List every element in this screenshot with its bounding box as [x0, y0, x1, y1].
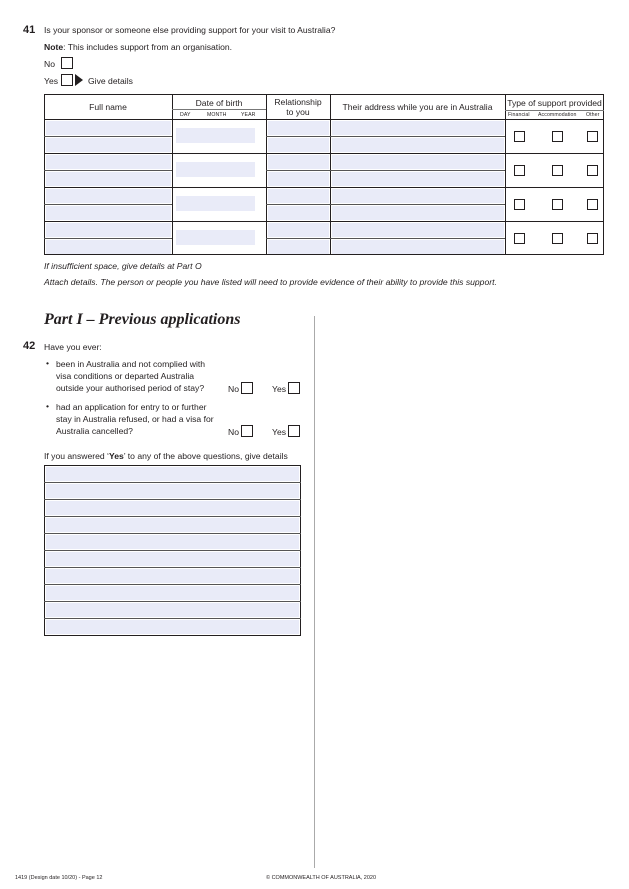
details-line-5[interactable]: [46, 535, 299, 549]
bullet-2: •: [46, 401, 50, 411]
financial-checkbox-3[interactable]: [514, 199, 525, 210]
note-text: : This includes support from an organisation.: [63, 42, 233, 52]
details-line-1[interactable]: [46, 467, 299, 481]
header-address: Their address while you are in Australia: [342, 102, 493, 112]
header-type-of-support: Type of support provided: [507, 98, 602, 108]
yes-checkbox-42b[interactable]: [288, 425, 300, 437]
accommodation-checkbox-1[interactable]: [552, 131, 563, 142]
footer-center: © COMMONWEALTH OF AUSTRALIA, 2020: [266, 875, 376, 881]
give-details-label: Give details: [88, 76, 133, 86]
full-name-field-4b[interactable]: [46, 240, 171, 254]
relationship-field-2b[interactable]: [268, 172, 329, 186]
no-label-41: No: [44, 59, 55, 69]
relationship-field-1b[interactable]: [268, 138, 329, 152]
yes-label-41: Yes: [44, 76, 59, 86]
dob-year-label: YEAR: [241, 112, 256, 118]
full-name-field-1b[interactable]: [46, 138, 171, 152]
full-name-field-3a[interactable]: [46, 189, 171, 203]
bullet2-line3: Australia cancelled?: [56, 426, 133, 436]
header-relationship-line2: to you: [286, 107, 310, 117]
no-label-42b: No: [228, 427, 239, 437]
dob-month-label: MONTH: [207, 112, 227, 118]
dob-field-4[interactable]: [176, 230, 255, 245]
insufficient-space-note: If insufficient space, give details at Part O: [44, 261, 202, 271]
financial-checkbox-4[interactable]: [514, 233, 525, 244]
address-field-1a[interactable]: [332, 121, 504, 135]
part-i-title: Part I – Previous applications: [44, 311, 241, 328]
relationship-field-2a[interactable]: [268, 155, 329, 169]
other-checkbox-2[interactable]: [587, 165, 598, 176]
details-suffix: ’ to any of the above questions, give details: [123, 451, 288, 461]
details-line-6[interactable]: [46, 552, 299, 566]
address-field-4a[interactable]: [332, 223, 504, 237]
question-number-41: 41: [23, 24, 36, 36]
other-checkbox-1[interactable]: [587, 131, 598, 142]
details-prefix: If you answered ‘: [44, 451, 109, 461]
accommodation-checkbox-4[interactable]: [552, 233, 563, 244]
bullet-1: •: [46, 358, 50, 368]
address-field-3a[interactable]: [332, 189, 504, 203]
financial-checkbox-1[interactable]: [514, 131, 525, 142]
full-name-field-2b[interactable]: [46, 172, 171, 186]
relationship-field-1a[interactable]: [268, 121, 329, 135]
full-name-field-3b[interactable]: [46, 206, 171, 220]
address-field-3b[interactable]: [332, 206, 504, 220]
address-field-2a[interactable]: [332, 155, 504, 169]
address-field-2b[interactable]: [332, 172, 504, 186]
arrow-right-icon: [75, 74, 83, 86]
other-checkbox-3[interactable]: [587, 199, 598, 210]
dob-field-2[interactable]: [176, 162, 255, 177]
full-name-field-1a[interactable]: [46, 121, 171, 135]
header-date-of-birth: Date of birth: [195, 98, 243, 108]
bullet1-line3: outside your authorised period of stay?: [56, 383, 205, 393]
bullet1-line2: visa conditions or departed Australia: [56, 371, 195, 381]
no-checkbox-41[interactable]: [61, 57, 73, 69]
details-line-2[interactable]: [46, 484, 299, 498]
bullet1-line1: been in Australia and not complied with: [56, 359, 206, 369]
details-line-3[interactable]: [46, 501, 299, 515]
header-full-name: Full name: [89, 102, 127, 112]
bullet2-line2: stay in Australia refused, or had a visa for: [56, 414, 214, 424]
relationship-field-4a[interactable]: [268, 223, 329, 237]
note-label: Note: [44, 42, 64, 52]
header-relationship-line1: Relationship: [274, 97, 322, 107]
details-line-4[interactable]: [46, 518, 299, 532]
other-checkbox-4[interactable]: [587, 233, 598, 244]
financial-checkbox-2[interactable]: [514, 165, 525, 176]
footer-left: 1419 (Design date 10/20) - Page 12: [15, 875, 103, 881]
details-line-9[interactable]: [46, 603, 299, 617]
dob-field-1[interactable]: [176, 128, 255, 143]
no-checkbox-42a[interactable]: [241, 382, 253, 394]
dob-field-3[interactable]: [176, 196, 255, 211]
support-other-label: Other: [586, 112, 600, 118]
details-yes: Yes: [108, 451, 124, 461]
details-line-8[interactable]: [46, 586, 299, 600]
full-name-field-2a[interactable]: [46, 155, 171, 169]
note: [44, 42, 232, 53]
yes-label-42a: Yes: [272, 384, 287, 394]
support-accommodation-label: Accommodation: [538, 112, 577, 118]
relationship-field-4b[interactable]: [268, 240, 329, 254]
accommodation-checkbox-2[interactable]: [552, 165, 563, 176]
question-41-text: Is your sponsor or someone else providing support for your visit to Australia?: [44, 25, 336, 35]
yes-checkbox-41[interactable]: [61, 74, 73, 86]
question-number-42: 42: [23, 340, 36, 352]
attach-details-note: Attach details. The person or people you have listed will need to provide evidence of their ability to provide this support.: [44, 277, 497, 287]
support-financial-label: Financial: [508, 112, 530, 118]
address-field-1b[interactable]: [332, 138, 504, 152]
details-line-10[interactable]: [46, 620, 299, 634]
relationship-field-3a[interactable]: [268, 189, 329, 203]
bullet2-line1: had an application for entry to or further: [56, 402, 207, 412]
no-label-42a: No: [228, 384, 239, 394]
yes-label-42b: Yes: [272, 427, 287, 437]
full-name-field-4a[interactable]: [46, 223, 171, 237]
no-checkbox-42b[interactable]: [241, 425, 253, 437]
dob-day-label: DAY: [180, 112, 191, 118]
question-42-intro: Have you ever:: [44, 342, 102, 352]
accommodation-checkbox-3[interactable]: [552, 199, 563, 210]
column-divider: [314, 316, 315, 868]
details-line-7[interactable]: [46, 569, 299, 583]
header-relationship: [266, 97, 330, 117]
yes-checkbox-42a[interactable]: [288, 382, 300, 394]
address-field-4b[interactable]: [332, 240, 504, 254]
relationship-field-3b[interactable]: [268, 206, 329, 220]
details-instruction: [44, 451, 288, 462]
